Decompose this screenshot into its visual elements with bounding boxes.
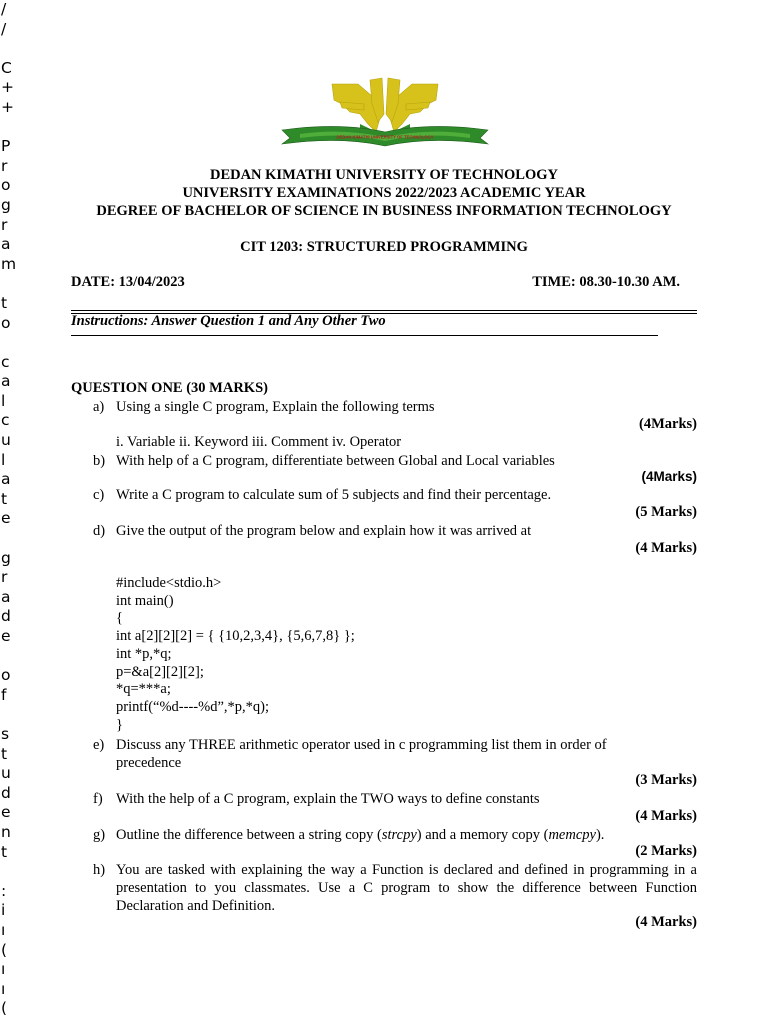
instructions-underline [71,335,658,336]
item-label: c) [93,487,105,503]
sidebar-char: e [1,803,11,822]
sidebar-char: d [1,783,11,802]
sidebar-char [0,274,22,294]
sidebar-char: o [1,313,11,332]
sidebar-char [0,39,22,59]
exam-year: UNIVERSITY EXAMINATIONS 2022/2023 ACADEMIC YEAR [182,185,586,201]
marks-a: (4Marks) [639,416,697,432]
item-text: You are tasked with explaining the way a Function is declared and defined in programming in a presentation to you classmates. Use a C program to show the difference between Function Declaration and Definition. [116,862,697,914]
sidebar-vertical-text [0,0,22,1019]
sidebar-char: t [1,293,8,312]
marks-h: (4 Marks) [635,914,697,930]
sidebar-char: i [1,901,6,920]
sidebar-char: g [1,548,11,567]
sidebar-char: t [1,842,8,861]
question-item-h [93,861,697,915]
sidebar-char: e [1,627,11,645]
marks-c: (5 Marks) [635,504,697,520]
code-line: { [116,610,123,627]
sidebar-char: u [1,764,11,783]
sidebar-char [0,705,22,725]
exam-date: DATE: 13/04/2023 [71,274,185,290]
sidebar-char: ı [1,920,6,939]
university-name: DEDAN KIMATHI UNIVERSITY OF TECHNOLOGY [209,167,559,183]
sidebar-char: f [1,685,7,704]
degree-title: DEGREE OF BACHELOR OF SCIENCE IN BUSINESS INFORMATION TECHNOLOGY [96,203,672,219]
code-line: int *p,*q; [116,645,172,662]
code-line: } [116,716,123,733]
marks-d: (4 Marks) [635,540,697,556]
sidebar-char: t [1,744,8,763]
course-title: CIT 1203: STRUCTURED PROGRAMMING [240,239,528,255]
question-one-title: QUESTION ONE (30 MARKS) [71,380,268,396]
sidebar-char: a [1,587,11,606]
code-line: int a[2][2][2] = { {10,2,3,4}, {5,6,7,8} }; [116,628,355,645]
sidebar-char [0,118,22,138]
item-text: Write a C program to calculate sum of 5 subjects and find their percentage. [116,487,552,503]
sidebar-char: + [1,97,14,116]
code-line: int main() [116,592,174,609]
sidebar-char: r [1,156,8,175]
sidebar-char [0,333,22,353]
sidebar-char: d [1,607,11,626]
code-line: #include<stdio.h> [116,575,222,591]
sidebar-char: t [1,489,8,508]
code-line: p=&a[2][2][2]; [116,663,204,680]
code-block [116,575,355,734]
item-text: With help of a C program, differentiate between Global and Local variables [116,453,555,469]
item-label: f) [93,791,103,807]
item-text: Outline the difference between a string copy (strcpy) and a memory copy (memcpy). [116,827,605,843]
double-rule-top [71,310,697,311]
item-text: Give the output of the program below and explain how it was arrived at [116,523,532,539]
sidebar-char: a [1,470,11,489]
exam-time: TIME: 08.30-10.30 AM. [532,274,680,290]
instructions: Instructions: Answer Question 1 and Any Other Two [71,313,386,329]
sidebar-char: e [1,509,11,528]
sidebar-char: m [1,254,17,273]
university-logo [280,74,490,154]
sidebar-char: ı [1,960,6,979]
item-text: Discuss any THREE arithmetic operator used in c programming list them in order of precedence [116,737,607,771]
item-label: d) [93,523,106,539]
item-label: e) [93,737,105,753]
marks-b: (4Marks) [641,469,697,484]
question-item-e [93,736,697,772]
sidebar-char: ( [1,999,8,1018]
code-line: *q=***a; [116,681,171,698]
sidebar-char: + [1,78,14,97]
item-text: With the help of a C program, explain the TWO ways to define constants [116,791,540,807]
code-line: printf(“%d----%d”,*p,*q); [116,698,269,715]
sidebar-char: r [1,568,8,587]
sidebar-char: o [1,176,11,195]
item-label: h) [93,862,106,878]
sidebar-char [0,862,22,882]
item-label: g) [93,827,106,843]
sidebar-char: P [1,137,11,156]
logo-banner-text: DEDAN KIMATHI UNIVERSITY OF TECHNOLOGY [336,134,434,140]
sub-terms: i. Variable ii. Keyword iii. Comment iv. Operator [116,434,402,450]
sidebar-char: ( [1,940,8,959]
sidebar-char: ı [1,979,6,998]
sidebar-char: l [1,450,6,469]
sidebar-char: a [1,235,11,254]
sidebar-char: o [1,666,11,685]
sidebar-char: a [1,372,11,391]
sidebar-char: / [1,0,7,18]
item-label: a) [93,399,105,415]
sidebar-char: : [1,881,7,900]
item-label: b) [93,453,106,469]
sidebar-char: l [1,391,6,410]
sidebar-char: n [1,822,11,841]
sidebar-char [0,647,22,667]
sidebar-char: C [1,58,12,77]
sidebar-char: / [1,19,7,38]
item-text: Using a single C program, Explain the following terms [116,399,435,415]
marks-f: (4 Marks) [635,808,697,824]
sidebar-char: g [1,195,11,214]
sidebar-char [0,529,22,549]
sidebar-char: c [1,352,10,371]
marks-g: (2 Marks) [635,843,697,859]
sidebar-char: c [1,411,10,430]
sidebar-char: r [1,215,8,234]
sidebar-char: u [1,431,11,450]
sidebar-char: s [1,724,10,743]
marks-e: (3 Marks) [635,772,697,788]
